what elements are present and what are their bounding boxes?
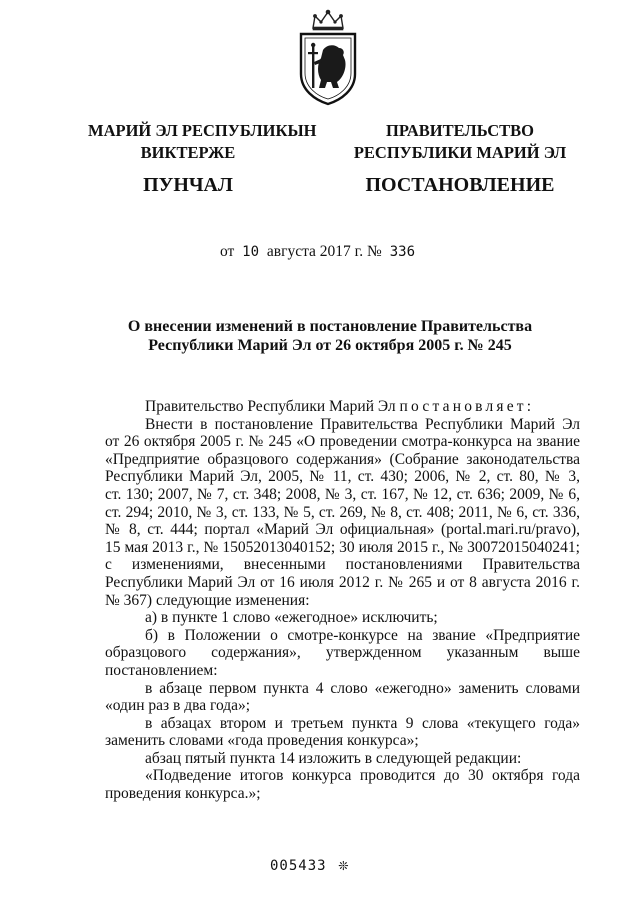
preamble xyxy=(105,398,580,416)
item-b-line: образцового содержания», утвержденном указанным выше xyxy=(105,644,580,662)
header-left-doc-type: ПУНЧАЛ xyxy=(143,174,233,196)
form-serial xyxy=(270,855,349,874)
title-line2: Республики Марий Эл от 26 октября 2005 г. № 245 xyxy=(148,337,512,354)
coat-of-arms-emblem xyxy=(297,8,359,106)
date-month-year: августа 2017 г. № xyxy=(266,243,382,260)
header-right-line2: РЕСПУБЛИКИ МАРИЙ ЭЛ xyxy=(353,143,567,162)
sub1-line: «один раз в два года»; xyxy=(105,697,251,715)
p1-line: № 8, ст. 444; портал «Марий Эл официальная» (portal.mari.ru/pravo), xyxy=(105,521,580,539)
item-b-line: б) в Положении о смотре-конкурсе на звание «Предприятие xyxy=(145,626,580,644)
p1-line: Республики Марий Эл, 2005, № 11, ст. 430; 2006, № 2, ст. 80, № 3, xyxy=(105,468,580,486)
date-line xyxy=(0,243,639,261)
asterisk-mark-icon: ❊ xyxy=(338,855,350,874)
header-right xyxy=(340,120,580,196)
date-prefix: от xyxy=(219,243,235,260)
document-number: 336 xyxy=(389,244,416,260)
p1-line: с изменениями, внесенными постановлениями Правительства xyxy=(105,556,580,574)
header-right-doc-type: ПОСТАНОВЛЕНИЕ xyxy=(365,174,555,196)
item-a: а) в пункте 1 слово «ежегодное» исключить; xyxy=(145,609,438,627)
header-left-line1: МАРИЙ ЭЛ РЕСПУБЛИКЫН xyxy=(88,121,317,140)
document-title xyxy=(60,317,600,355)
item-b-line: постановлением: xyxy=(105,661,218,679)
preamble-verb: постановляет: xyxy=(399,398,535,415)
sub4-line: проведения конкурса.»; xyxy=(105,785,261,803)
p1-line: ст. 294; 2010, № 3, ст. 133, № 5, ст. 269, № 8, ст. 408; 2011, № 6, ст. 336, xyxy=(105,503,580,521)
sub2-line: заменить словами «года проведения конкурса»; xyxy=(105,732,419,750)
p1-line: «Предприятие образцового содержания» (Собрание законодательства xyxy=(105,450,580,468)
crown-icon xyxy=(313,10,343,30)
p1-line: Внести в постановление Правительства Республики Марий Эл xyxy=(145,415,580,433)
sub4-line: «Подведение итогов конкурса проводится до 30 октября года xyxy=(145,767,580,785)
header-left xyxy=(88,120,317,196)
sub2-line: в абзацах втором и третьем пункта 9 слова «текущего года» xyxy=(145,714,580,732)
p1-line: Республики Марий Эл от 16 июля 2012 г. № 265 и от 8 августа 2016 г. xyxy=(105,573,580,591)
document-body xyxy=(105,398,580,803)
sub3: абзац пятый пункта 14 изложить в следующей редакции: xyxy=(145,749,522,767)
preamble-subject: Правительство Республики Марий Эл xyxy=(145,398,396,415)
header-left-line2: ВИКТЕРЖЕ xyxy=(140,143,236,162)
title-line1: О внесении изменений в постановление Правительства xyxy=(127,318,533,335)
serial-number: 005433 xyxy=(270,858,327,874)
p1-line: № 367) следующие изменения: xyxy=(105,591,310,609)
date-day: 10 xyxy=(242,244,260,260)
p1-line: от 26 октября 2005 г. № 245 «О проведении смотра-конкурса на звание xyxy=(105,433,580,451)
p1-line: ст. 130; 2007, № 7, ст. 348; 2008, № 3, ст. 167, № 12, ст. 636; 2009, № 6, xyxy=(105,485,580,503)
sub1-line: в абзаце первом пункта 4 слово «ежегодно» заменить словами xyxy=(145,679,580,697)
header-right-line1: ПРАВИТЕЛЬСТВО xyxy=(386,121,534,140)
p1-line: 15 мая 2013 г., № 15052013040152; 30 июля 2015 г., № 30072015040241; xyxy=(105,538,580,556)
